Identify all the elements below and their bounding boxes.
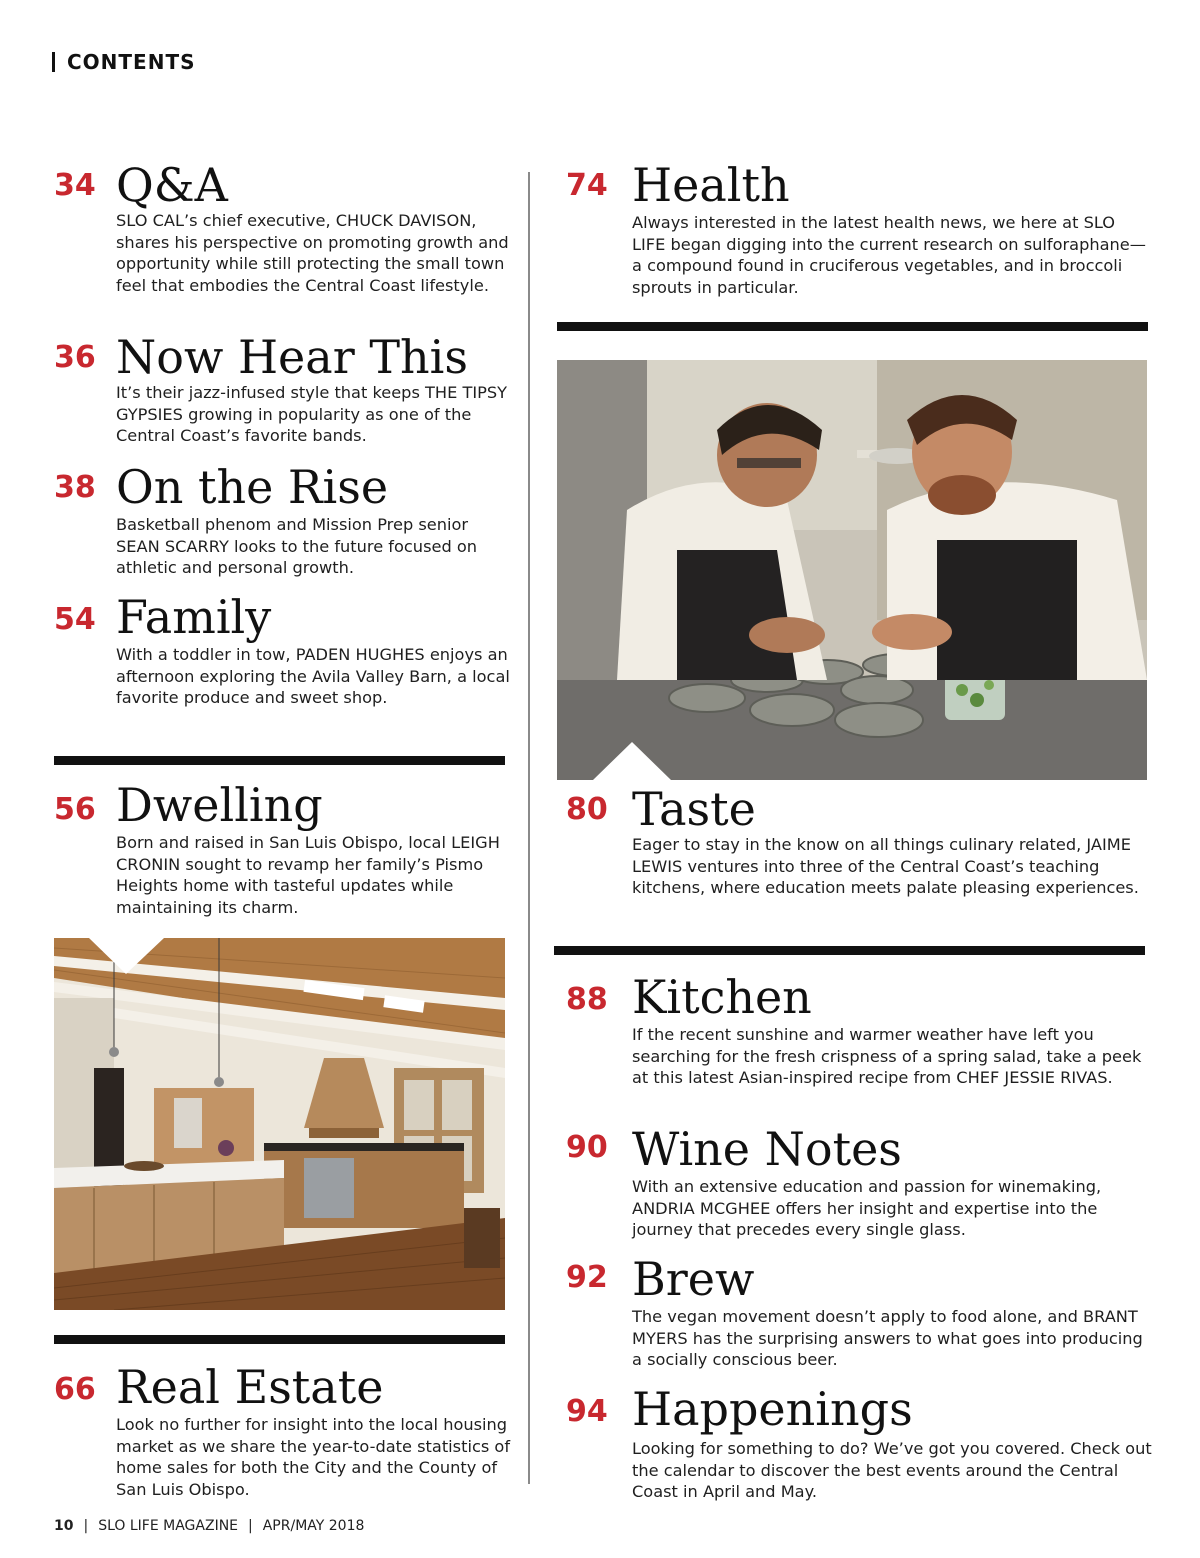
- page-number: 56: [54, 792, 96, 827]
- page-number: 74: [566, 168, 608, 203]
- entry-title: Kitchen: [632, 970, 812, 1024]
- entry-title: On the Rise: [116, 460, 389, 514]
- page-number: 54: [54, 602, 96, 637]
- header-label: CONTENTS: [67, 50, 196, 74]
- entry-title: Health: [632, 158, 790, 212]
- entry-description: Eager to stay in the know on all things culinary related, JAIME LEWIS ventures into three of the Central Coast’s teaching kitchens, where education meets palate pleasing experiences.: [632, 835, 1139, 898]
- entry-title: Happenings: [632, 1382, 913, 1436]
- page-number: 34: [54, 168, 96, 203]
- section-rule: [554, 946, 1145, 955]
- taste-chefs-photo[interactable]: [557, 360, 1147, 780]
- entry-description: Born and raised in San Luis Obispo, local LEIGH CRONIN sought to revamp her family’s Pismo Heights home with tasteful updates while maintaining its charm.: [116, 833, 500, 917]
- page-number: 80: [566, 792, 608, 827]
- page-number: 38: [54, 470, 96, 505]
- entry-title: Brew: [632, 1252, 755, 1306]
- footer-separator: |: [83, 1518, 89, 1534]
- page-number: 36: [54, 340, 96, 375]
- entry-title: Wine Notes: [632, 1122, 902, 1176]
- section-rule: [54, 756, 505, 765]
- page-number: 66: [54, 1372, 96, 1407]
- page-number: 90: [566, 1130, 608, 1165]
- footer-magazine: SLO LIFE MAGAZINE: [98, 1518, 239, 1534]
- entry-description: Looking for something to do? We’ve got you covered. Check out the calendar to discover the best events around the Central Coast in April and May.: [632, 1439, 1152, 1502]
- page-number: 88: [566, 982, 608, 1017]
- column-divider: [528, 172, 530, 1484]
- page-number: 94: [566, 1394, 608, 1429]
- entry-description: It’s their jazz-infused style that keeps THE TIPSY GYPSIES growing in popularity as one of the Central Coast’s favorite bands.: [116, 383, 508, 446]
- footer-page-number: 10: [54, 1518, 74, 1534]
- footer-separator: |: [248, 1518, 253, 1534]
- entry-title: Q&A: [116, 158, 228, 212]
- entry-description: If the recent sunshine and warmer weather have left you searching for the fresh crispness of a spring salad, take a peek at this latest Asian-inspired recipe from CHEF JESSIE RIVAS.: [632, 1025, 1142, 1088]
- page-footer: [54, 1518, 364, 1534]
- entry-title: Now Hear This: [116, 330, 468, 384]
- entry-description: With an extensive education and passion for winemaking, ANDRIA MCGHEE offers her insight and expertise into the journey that precedes every single glass.: [632, 1177, 1102, 1240]
- entry-title: Real Estate: [116, 1360, 384, 1414]
- entry-description: Look no further for insight into the local housing market as we share the year-to-date statistics of home sales for both the City and the County of San Luis Obispo.: [116, 1415, 511, 1499]
- entry-title: Taste: [632, 782, 756, 836]
- section-header: [52, 50, 196, 74]
- header-bar: [52, 52, 55, 72]
- section-rule: [54, 1335, 505, 1344]
- entry-description: Always interested in the latest health news, we here at SLO LIFE began digging into the current research on sulforaphane—a compound found in cruciferous vegetables, and in broccoli sprouts in particular.: [632, 213, 1146, 297]
- footer-issue: APR/MAY 2018: [262, 1518, 365, 1534]
- entry-title: Family: [116, 590, 272, 644]
- entry-description: The vegan movement doesn’t apply to food alone, and BRANT MYERS has the surprising answers to what goes into producing a socially conscious beer.: [632, 1307, 1143, 1370]
- section-rule: [557, 322, 1148, 331]
- dwelling-kitchen-photo[interactable]: [54, 938, 505, 1310]
- entry-description: Basketball phenom and Mission Prep senior SEAN SCARRY looks to the future focused on athletic and personal growth.: [116, 515, 478, 578]
- entry-title: Dwelling: [116, 778, 323, 832]
- page-number: 92: [566, 1260, 608, 1295]
- entry-description: With a toddler in tow, PADEN HUGHES enjoys an afternoon exploring the Avila Valley Barn, a local favorite produce and sweet shop.: [116, 645, 510, 708]
- entry-description: SLO CAL’s chief executive, CHUCK DAVISON, shares his perspective on promoting growth and opportunity while still protecting the small town feel that embodies the Central Coast lifestyle.: [116, 211, 509, 295]
